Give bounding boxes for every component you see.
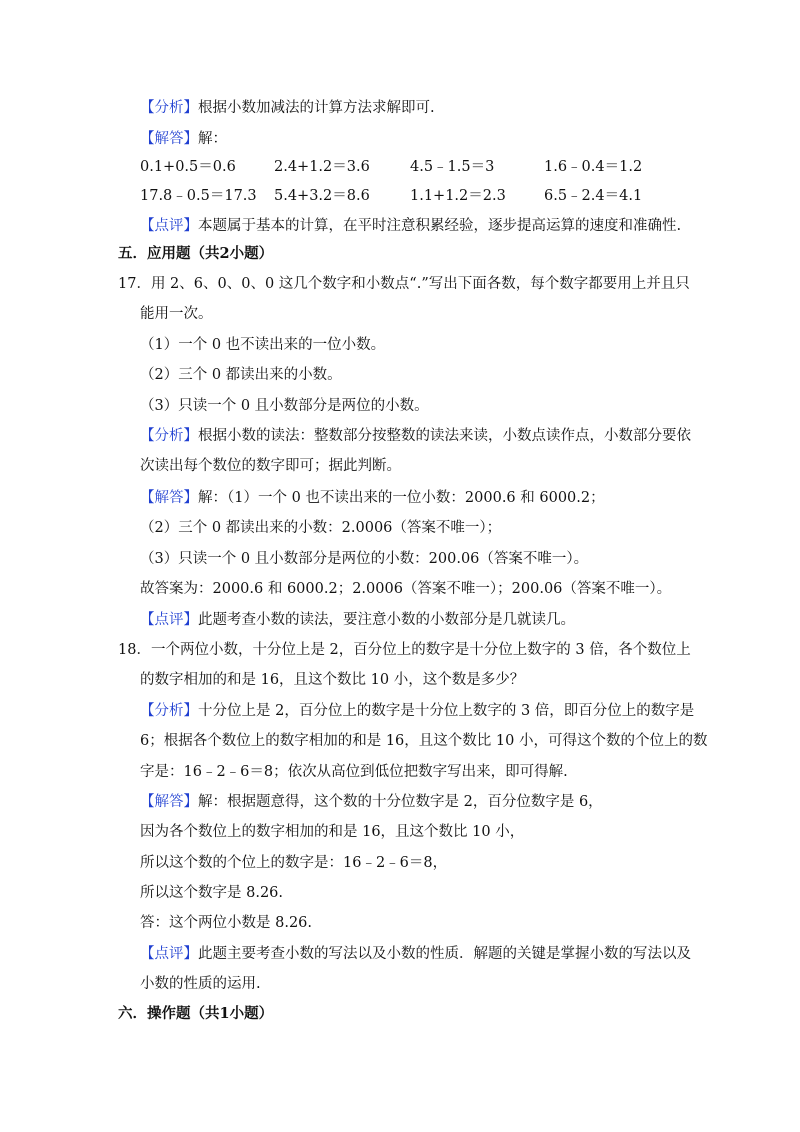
q18-analysis-line1 <box>140 701 694 721</box>
equation: 0.1+0.5＝0.6 <box>140 159 236 175</box>
equation: 5.4+3.2＝8.6 <box>274 188 370 204</box>
q17-final-answer: 故答案为：2000.6 和 6000.2；2.0006（答案不唯一）；200.06（答案不唯一）。 <box>140 581 672 597</box>
question-18-line2: 的数字相加的和是 16，且这个数比 10 小，这个数是多少？ <box>140 672 525 688</box>
comment-tag: 【点评】 <box>140 946 198 962</box>
prev-analysis-line <box>140 98 435 118</box>
comment-text: 此题主要考查小数的写法以及小数的性质．解题的关键是掌握小数的写法以及 <box>198 946 691 962</box>
section-title: 五．应用题（共2小题） <box>118 245 274 262</box>
analysis-tag: 【分析】 <box>140 100 198 116</box>
section-title: 六．操作题（共1小题） <box>118 1005 274 1022</box>
q18-analysis-line2: 6；根据各个数位上的数字相加的和是 16，且这个数比 10 小，可得这个数的个位上的数 <box>140 733 708 749</box>
equation: 17.8﹣0.5＝17.3 <box>140 188 257 204</box>
question-17-line2: 能用一次。 <box>140 306 213 322</box>
q17-answer-line3: （3）只读一个 0 且小数部分是两位的小数：200.06（答案不唯一）。 <box>140 551 589 567</box>
question-18-line1: 18．一个两位小数，十分位上是 2，百分位上的数字是十分位上数字的 3 倍，各个数位上 <box>118 642 691 658</box>
prev-comment-line <box>140 216 681 236</box>
answer-tag: 【解答】 <box>140 490 198 506</box>
q18-answer-line4: 所以这个数字是 8.26. <box>140 885 284 901</box>
analysis-text: 根据小数的读法：整数部分按整数的读法来读，小数点读作点，小数部分要依 <box>198 428 691 444</box>
prev-answer-line <box>140 129 227 149</box>
q18-answer-line3: 所以这个数的个位上的数字是：16﹣2﹣6＝8， <box>140 855 448 871</box>
q17-answer-line1 <box>140 488 605 508</box>
equation: 6.5﹣2.4＝4.1 <box>544 188 643 204</box>
question-17-line1: 17．用 2、6、0、0、0 这几个数字和小数点“.”写出下面各数，每个数字都要用上并且只 <box>118 276 690 292</box>
q17-comment-line <box>140 610 575 630</box>
equation: 4.5﹣1.5＝3 <box>410 159 495 175</box>
comment-tag: 【点评】 <box>140 218 198 234</box>
q17-answer-line2: （2）三个 0 都读出来的小数：2.0006（答案不唯一）； <box>140 520 502 536</box>
comment-text: 此题考查小数的读法，要注意小数的小数部分是几就读几。 <box>198 612 575 628</box>
question-17-sub3: （3）只读一个 0 且小数部分是两位的小数。 <box>140 398 429 414</box>
q17-analysis-line1 <box>140 426 691 446</box>
answer-text: 解：根据题意得，这个数的十分位数字是 2，百分位数字是 6， <box>198 794 603 810</box>
comment-tag: 【点评】 <box>140 612 198 628</box>
equation: 1.1+1.2＝2.3 <box>410 188 506 204</box>
analysis-tag: 【分析】 <box>140 428 198 444</box>
q18-answer-line1 <box>140 792 603 812</box>
equation: 2.4+1.2＝3.6 <box>274 159 370 175</box>
answer-tag: 【解答】 <box>140 131 198 147</box>
question-17-sub1: （1）一个 0 也不读出来的一位小数。 <box>140 337 386 353</box>
analysis-text: 根据小数加减法的计算方法求解即可. <box>198 100 435 116</box>
q18-analysis-line3: 字是：16﹣2﹣6＝8；依次从高位到低位把数字写出来，即可得解. <box>140 764 568 780</box>
answer-tag: 【解答】 <box>140 794 198 810</box>
q18-answer-line2: 因为各个数位上的数字相加的和是 16，且这个数比 10 小， <box>140 824 525 840</box>
comment-text: 本题属于基本的计算，在平时注意积累经验，逐步提高运算的速度和准确性. <box>198 218 682 234</box>
analysis-text: 十分位上是 2，百分位上的数字是十分位上数字的 3 倍，即百分位上的数字是 <box>198 703 695 719</box>
q18-comment-line1 <box>140 944 691 964</box>
q17-analysis-line2: 次读出每个数位的数字即可；据此判断。 <box>140 458 401 474</box>
answer-text: 解：（1）一个 0 也不读出来的一位小数：2000.6 和 6000.2； <box>198 490 605 506</box>
q18-comment-line2: 小数的性质的运用. <box>140 976 261 992</box>
q18-answer-line5: 答：这个两位小数是 8.26. <box>140 915 313 931</box>
question-17-sub2: （2）三个 0 都读出来的小数。 <box>140 367 342 383</box>
equation: 1.6﹣0.4＝1.2 <box>544 159 643 175</box>
analysis-tag: 【分析】 <box>140 703 198 719</box>
answer-text: 解： <box>198 131 227 147</box>
